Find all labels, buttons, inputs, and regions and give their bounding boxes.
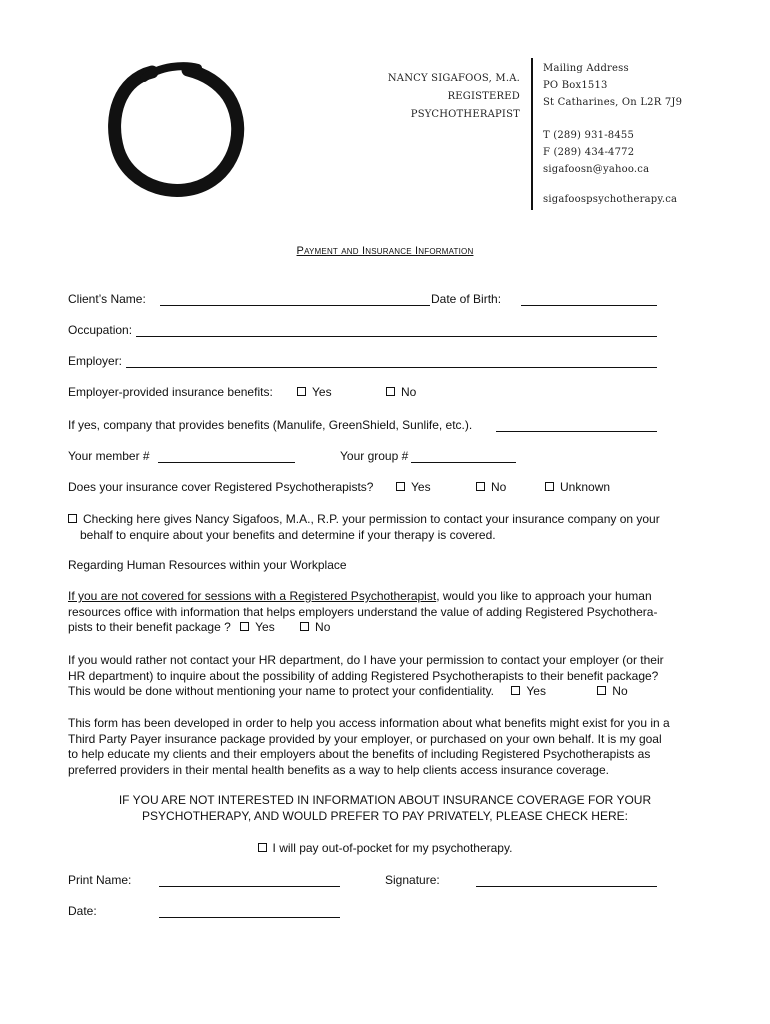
- enso-logo: [100, 58, 250, 208]
- company-label: If yes, company that provides benefits (Manulife, GreenShield, Sunlife, etc.).: [68, 418, 473, 432]
- contact-no-checkbox[interactable]: [597, 686, 606, 695]
- hr-heading: Regarding Human Resources within your Workplace: [68, 558, 347, 572]
- contact-yes-checkbox[interactable]: [511, 686, 520, 695]
- contact-no-option[interactable]: [597, 684, 627, 700]
- hr-yes-checkbox[interactable]: [240, 622, 249, 631]
- contact-yes-option[interactable]: [511, 684, 546, 700]
- cover-no-option[interactable]: [476, 480, 506, 496]
- cover-unknown-option[interactable]: [545, 480, 610, 496]
- practitioner-title: PSYCHOTHERAPIST: [410, 109, 520, 120]
- notice-line-2: PSYCHOTHERAPY, AND WOULD PREFER TO PAY PRIVATELY, PLEASE CHECK HERE:: [142, 808, 628, 823]
- cover-question: Does your insurance cover Registered Psychotherapists?: [68, 480, 374, 494]
- private-pay-notice: [0, 793, 770, 824]
- contact-line-3: This would be done without mentioning your name to protect your confidentiality.: [68, 684, 495, 698]
- permission-checkbox[interactable]: [68, 514, 77, 523]
- info-line-4: preferred providers in their mental health benefits as a way to help clients access insurance coverage.: [68, 762, 609, 777]
- email[interactable]: sigafoosn@yahoo.ca: [543, 164, 650, 175]
- letterhead-divider: [531, 58, 533, 210]
- permission-paragraph: [68, 512, 708, 543]
- print-name-label: Print Name:: [68, 873, 132, 887]
- hr-line-1-rest: , would you like to approach your human: [436, 589, 652, 603]
- contact-employer-paragraph: [68, 653, 728, 700]
- date-label: Date:: [68, 904, 97, 918]
- print-name-field[interactable]: [159, 886, 340, 887]
- cover-unknown-text: Unknown: [560, 480, 611, 494]
- fax: F (289) 434-4772: [543, 147, 635, 158]
- cover-unknown-checkbox[interactable]: [545, 482, 554, 491]
- letterhead-name-block: [360, 70, 520, 124]
- cover-no-checkbox[interactable]: [476, 482, 485, 491]
- hr-yes-option[interactable]: [240, 620, 275, 636]
- info-line-2: Third Party Payer insurance package provided by your employer, or purchased on your own behalf. It is my goal: [68, 731, 662, 746]
- hr-no-text: No: [315, 620, 331, 634]
- member-field[interactable]: [158, 462, 295, 463]
- contact-no-text: No: [612, 684, 628, 698]
- contact-line-2: HR department) to inquire about the possibility of adding Registered Psychotherapists to their benefit package?: [68, 668, 659, 683]
- cover-yes-checkbox[interactable]: [396, 482, 405, 491]
- website[interactable]: sigafoospsychotherapy.ca: [543, 194, 678, 205]
- signature-label: Signature:: [385, 873, 440, 887]
- info-paragraph: [68, 716, 728, 778]
- hr-line-3: pists to their benefit package ?: [68, 620, 231, 634]
- client-name-field[interactable]: [160, 305, 430, 306]
- benefits-label: Employer-provided insurance benefits:: [68, 385, 273, 399]
- phone: T (289) 931-8455: [543, 130, 635, 141]
- signature-field[interactable]: [476, 886, 657, 887]
- employer-label: Employer:: [68, 354, 123, 368]
- dob-label: Date of Birth:: [431, 292, 502, 306]
- hr-no-checkbox[interactable]: [300, 622, 309, 631]
- group-label: Your group #: [340, 449, 409, 463]
- occupation-label: Occupation:: [68, 323, 133, 337]
- hr-line-2: resources office with information that helps employers understand the value of adding Registered Psychothera-: [68, 604, 658, 619]
- form-title: Payment and Insurance Information: [296, 245, 474, 257]
- occupation-field[interactable]: [136, 336, 657, 337]
- employer-field[interactable]: [126, 367, 657, 368]
- contact-yes-text: Yes: [526, 684, 546, 698]
- hr-paragraph: [68, 589, 718, 636]
- info-line-1: This form has been developed in order to help you access information about what benefits might exist for you in a: [68, 716, 670, 730]
- out-of-pocket-option[interactable]: [0, 841, 770, 857]
- cover-no-text: No: [491, 480, 507, 494]
- cover-yes-text: Yes: [411, 480, 431, 494]
- dob-field[interactable]: [521, 305, 657, 306]
- hr-underlined-text: If you are not covered for sessions with a Registered Psychotherapist: [68, 589, 437, 603]
- city-postal: St Catharines, On L2R 7J9: [543, 97, 683, 108]
- out-of-pocket-text: I will pay out-of-pocket for my psychotherapy.: [272, 841, 513, 855]
- contact-line-1: If you would rather not contact your HR department, do I have your permission to contact your employer (or their: [68, 653, 664, 667]
- member-label: Your member #: [68, 449, 150, 463]
- benefits-yes-checkbox[interactable]: [297, 387, 306, 396]
- notice-line-1: IF YOU ARE NOT INTERESTED IN INFORMATION ABOUT INSURANCE COVERAGE FOR YOUR: [118, 793, 652, 807]
- permission-line-2: behalf to enquire about your benefits and determine if your therapy is covered.: [80, 527, 496, 542]
- practitioner-name: NANCY SIGAFOOS, M.A.: [387, 73, 520, 84]
- benefits-no-option[interactable]: [386, 385, 416, 401]
- po-box: PO Box1513: [543, 80, 608, 91]
- letterhead-contact-block: [543, 60, 682, 208]
- client-name-label: Client’s Name:: [68, 292, 146, 306]
- benefits-no-checkbox[interactable]: [386, 387, 395, 396]
- info-line-3: to help educate my clients and their employers about the benefits of including Registered Psychotherapists as: [68, 747, 651, 761]
- company-field[interactable]: [496, 431, 657, 432]
- hr-no-option[interactable]: [300, 620, 330, 636]
- practitioner-credential: REGISTERED: [447, 91, 520, 102]
- group-field[interactable]: [411, 462, 516, 463]
- cover-yes-option[interactable]: [396, 480, 431, 496]
- out-of-pocket-checkbox[interactable]: [258, 843, 267, 852]
- mailing-address-label: Mailing Address: [543, 63, 629, 74]
- date-field[interactable]: [159, 917, 340, 918]
- hr-yes-text: Yes: [255, 620, 275, 634]
- benefits-no-text: No: [401, 385, 417, 399]
- benefits-yes-option[interactable]: [297, 385, 332, 401]
- permission-line-1: Checking here gives Nancy Sigafoos, M.A., R.P. your permission to contact your insurance company on your: [83, 512, 660, 526]
- benefits-yes-text: Yes: [312, 385, 332, 399]
